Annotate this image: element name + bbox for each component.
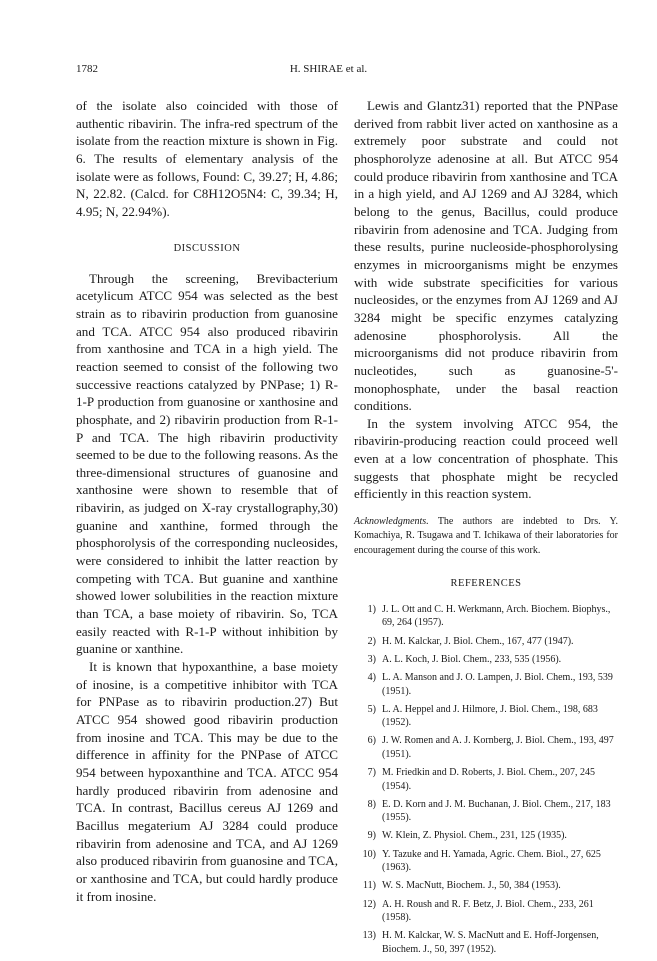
reference-item <box>354 879 618 893</box>
reference-item <box>354 929 618 956</box>
reference-text: W. S. MacNutt, Biochem. J., 50, 384 (1953). <box>382 880 561 892</box>
acknowledgments-label: Acknowledgments. <box>354 516 429 528</box>
reference-text: J. L. Ott and C. H. Werkmann, Arch. Biochem. Biophys., 69, 264 (1957). <box>382 603 611 629</box>
reference-text: L. A. Heppel and J. Hilmore, J. Biol. Chem., 198, 683 (1952). <box>382 703 598 729</box>
page-number: 1782 <box>76 63 98 75</box>
reference-item <box>354 703 618 730</box>
reference-number: 10) <box>362 848 376 860</box>
reference-number: 6) <box>367 735 376 747</box>
right-column <box>354 97 618 961</box>
reference-number: 2) <box>367 635 376 647</box>
reference-text: J. W. Romen and A. J. Kornberg, J. Biol. Chem., 193, 497 (1951). <box>382 735 614 760</box>
acknowledgments-text: The authors are indebted to Drs. Y. Komachiya, R. Tsugawa and T. Ichikawa of their laboratories for encouragement during the course of this work. <box>354 516 618 556</box>
reference-item <box>354 653 618 667</box>
reference-item <box>354 898 618 925</box>
paragraph-lewis-glantz: Lewis and Glantz31) reported that the PNPase derived from rabbit liver acted on xanthosine as a extremely poor substrate and could not phosphorolyze adenosine at all. But ATCC 954 could produce ribavirin from xanthosine and TCA in a high yield, and AJ 1269 and AJ 3284, which belong to the genus, Bacillus, could produce ribavirin from adenosine and TCA. Judging from these results, purine nucleoside-phosphorolysing enzymes in microorganisms might be enzymes with wide substrate specificities for various nucleosides, or the enzymes from AJ 1269 and AJ 3284 might be specific enzymes catalyzing adenosine phosphorolysis. All the microorganisms did not produce ribavirin from nucleotides, such as guanosine-5'-monophosphate, under the basal reaction conditions. <box>354 98 618 414</box>
running-head: H. SHIRAE et al. <box>289 63 368 75</box>
discussion-heading: DISCUSSION <box>173 242 241 254</box>
paragraph-screening: Through the screening, Brevibacterium acetylicum ATCC 954 was selected as the best strain as to ribavirin production from guanosine and TCA. ATCC 954 also produced ribavirin from xanthosine and TCA in a high yield. The reaction seemed to consist of the following two successive reactions catalyzed by PNPase; 1) R-1-P production from guanosine or xanthosine and phosphate, and 2) ribavirin production from R-1-P and TCA. The high ribavirin productivity seemed to be due to the following reasons. As the three-dimensional structures of guanosine and xanthosine were shown to resemble that of ribavirin, as judged on X-ray crystallography,30) guanine and xanthine, formed through the phosphorolysis of the corresponding nucleosides, were considered to inhibit the latter reaction by competing with TCA. But guanine and xanthine showed lower solubilities in the reaction mixture than TCA, a base moiety of ribavirin. So, TCA easily reacted with R-1-P without inhibition by guanine or xanthine. <box>76 270 338 657</box>
reference-item <box>354 635 618 649</box>
reference-number: 4) <box>367 672 376 684</box>
reference-item <box>354 766 618 793</box>
reference-text: H. M. Kalckar, W. S. MacNutt and E. Hoff-Jorgensen, Biochem. J., 50, 397 (1952). <box>382 930 599 955</box>
reference-text: E. D. Korn and J. M. Buchanan, J. Biol. Chem., 217, 183 (1955). <box>382 798 611 824</box>
references-list <box>354 603 618 956</box>
paragraph-analysis: of the isolate also coincided with those of authentic ribavirin. The infra-red spectrum of the isolate from the reaction mixture is shown in Fig. 6. The results of elementary analysis of the isolate were as follows, Found: C, 39.27; H, 4.86; N, 22.82. (Calcd. for C8H12O5N4: C, 39.34; H, 4.95; N, 22.94%). <box>76 98 338 219</box>
paragraph-hypoxanthine: It is known that hypoxanthine, a base moiety of inosine, is a competitive inhibitor with TCA for PNPase as to ribavirin production.27) But ATCC 954 showed good ribavirin production from inosine and TCA. This may be due to the difference in affinity for the PNPase of ATCC 954 between hypoxanthine and TCA. ATCC 954 hardly produced ribavirin from adenosine and TCA. In contrast, Bacillus cereus AJ 1269 and Bacillus megaterium AJ 3284 could produce ribavirin from adenosine and TCA, and AJ 1269 also produced ribavirin from guanosine and TCA, or xanthosine and TCA, but could hardly produce it from inosine. <box>76 659 338 904</box>
reference-number: 12) <box>362 898 376 910</box>
reference-text: M. Friedkin and D. Roberts, J. Biol. Chem., 207, 245 (1954). <box>382 767 596 792</box>
acknowledgments <box>354 515 618 558</box>
left-column <box>76 97 338 905</box>
reference-text: L. A. Manson and J. O. Lampen, J. Biol. Chem., 193, 539 (1951). <box>382 672 613 697</box>
reference-text: Y. Tazuke and H. Yamada, Agric. Chem. Biol., 27, 625 (1963). <box>382 848 601 874</box>
reference-item <box>354 829 618 843</box>
references-heading: REFERENCES <box>450 577 522 589</box>
reference-text: H. M. Kalckar, J. Biol. Chem., 167, 477 (1947). <box>382 635 574 647</box>
reference-number: 11) <box>363 880 376 892</box>
reference-item <box>354 848 618 875</box>
reference-number: 1) <box>367 603 376 615</box>
reference-number: 13) <box>362 930 376 942</box>
reference-number: 9) <box>367 830 376 842</box>
reference-text: A. H. Roush and R. F. Betz, J. Biol. Chem., 233, 261 (1958). <box>382 898 594 924</box>
reference-item <box>354 603 618 630</box>
paragraph-phosphate: In the system involving ATCC 954, the ribavirin-producing reaction could proceed well even at a low concentration of phosphate. This suggests that phosphate might be recycled efficiently in this reaction system. <box>354 415 618 502</box>
reference-number: 8) <box>367 798 376 810</box>
reference-item <box>354 798 618 825</box>
reference-number: 3) <box>367 653 376 665</box>
reference-text: A. L. Koch, J. Biol. Chem., 233, 535 (1956). <box>382 653 562 665</box>
reference-text: W. Klein, Z. Physiol. Chem., 231, 125 (1935). <box>382 830 567 842</box>
reference-number: 5) <box>367 703 376 715</box>
reference-item <box>354 671 618 698</box>
reference-item <box>354 734 618 761</box>
reference-number: 7) <box>367 767 376 779</box>
